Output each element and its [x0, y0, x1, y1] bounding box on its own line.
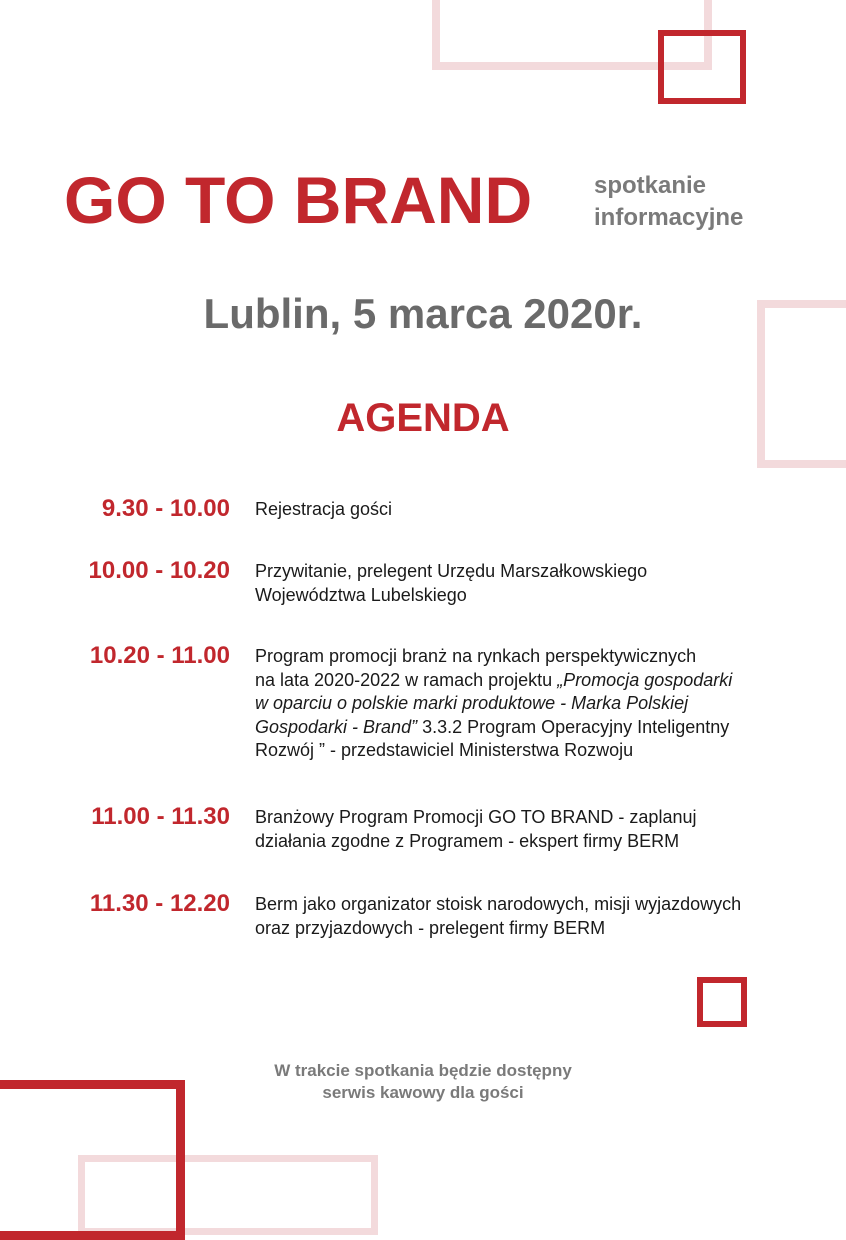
agenda-description-project-name: „Promocja gospodarki [557, 669, 733, 690]
decorative-frame-bottom-red [0, 1080, 185, 1240]
agenda-time: 10.20 - 11.00 [89, 642, 230, 669]
agenda-description-line: Branżowy Program Promocji GO TO BRAND - zaplanuj [255, 807, 697, 827]
agenda-description-line: działania zgodne z Programem - ekspert firmy BERM [255, 830, 680, 851]
decorative-frame-top-red [658, 30, 746, 104]
agenda-description [255, 498, 815, 522]
agenda-description-line: Województwa Lubelskiego [255, 584, 467, 605]
agenda-description [255, 806, 815, 853]
agenda-description-line: Program promocji branż na rynkach perspektywicznych [255, 646, 697, 666]
event-subtitle [594, 170, 743, 234]
agenda-time: 10.00 - 10.20 [88, 557, 230, 584]
footer-note-line1: W trakcie spotkania będzie dostępny [274, 1061, 572, 1080]
footer-note-line2: serwis kawowy dla gości [322, 1083, 524, 1102]
agenda-description [255, 560, 815, 607]
agenda-description [255, 893, 815, 940]
agenda-time: 11.30 - 12.20 [89, 890, 230, 917]
agenda-description-line: Rozwój ” - przedstawiciel Ministerstwa Rozwoju [255, 740, 634, 760]
agenda-time: 9.30 - 10.00 [101, 495, 230, 522]
agenda-description-line: Przywitanie, prelegent Urzędu Marszałkowskiego [255, 561, 648, 581]
agenda-description-line: na lata 2020-2022 w ramach projektu [255, 669, 558, 690]
agenda-description-project-name: w oparciu o polskie marki produktowe - Marka Polskiej [255, 693, 689, 713]
event-subtitle-line1: spotkanie [594, 172, 707, 199]
footer-note [0, 1060, 846, 1104]
event-subtitle-line2: informacyjne [594, 204, 744, 231]
event-date-location: Lublin, 5 marca 2020r. [203, 290, 643, 337]
agenda-description-line: Rejestracja gości [255, 499, 393, 519]
agenda-description-project-name: Gospodarki - Brand” [255, 716, 418, 737]
agenda-time: 11.00 - 11.30 [91, 803, 230, 830]
event-title: GO TO BRAND [64, 163, 533, 237]
agenda-description-line: oraz przyjazdowych - prelegent firmy BERM [255, 917, 606, 938]
agenda-description-line: 3.3.2 Program Operacyjny Inteligentny [417, 716, 730, 737]
agenda-heading: AGENDA [336, 396, 510, 440]
agenda-description [255, 645, 815, 763]
agenda-description-line: Berm jako organizator stoisk narodowych, misji wyjazdowych [255, 894, 742, 914]
decorative-frame-small-red [697, 977, 747, 1027]
